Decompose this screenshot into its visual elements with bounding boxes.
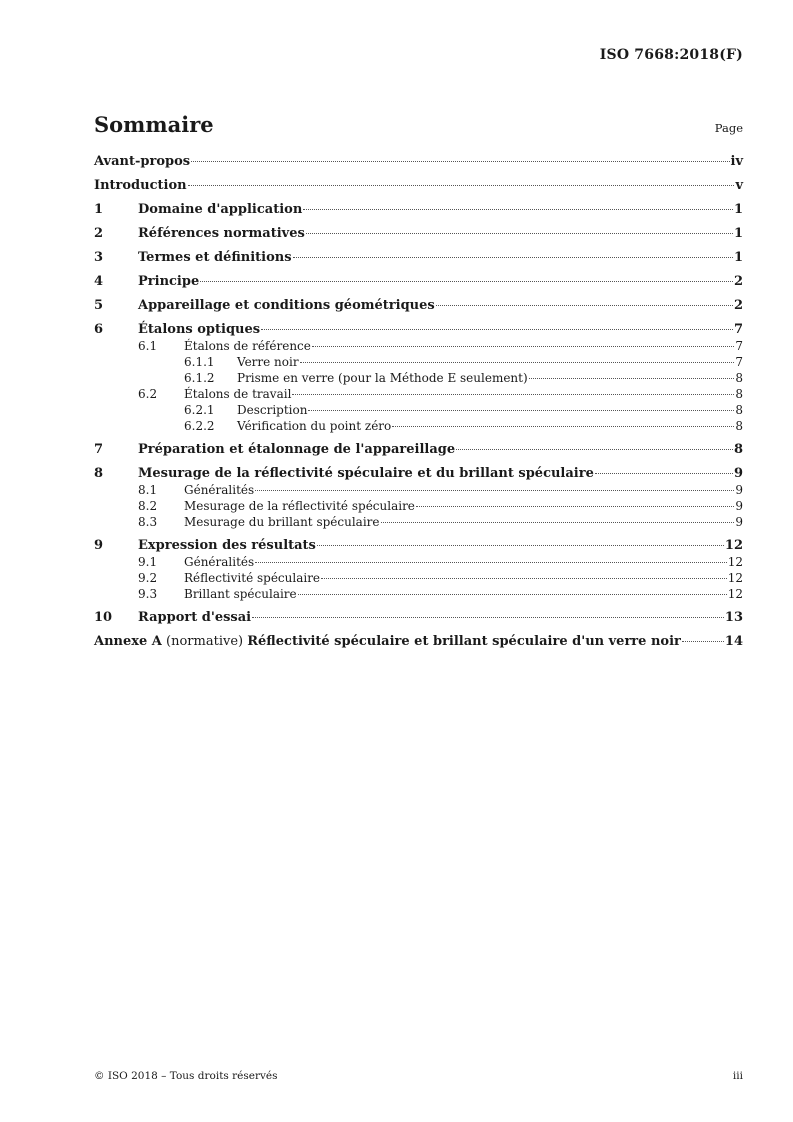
dot-leader: [303, 209, 733, 210]
toc-entry-number: 1: [94, 202, 104, 217]
toc-entry-title: Mesurage de la réflectivité spéculaire et du brillant spéculaire: [138, 466, 594, 481]
toc-entry-title: Références normatives: [138, 226, 305, 241]
toc-entry-title: Verre noir: [237, 355, 299, 369]
toc-entry[interactable]: [94, 570, 743, 586]
toc-entry-number: 8.3: [138, 515, 158, 529]
annex-qualifier: (normative): [161, 634, 248, 649]
dot-leader: [312, 346, 734, 347]
toc-entry-page: 7: [733, 322, 743, 337]
toc-entry[interactable]: [94, 338, 743, 354]
toc-entry-page: 8: [735, 387, 743, 401]
toc-entry[interactable]: [94, 418, 743, 434]
toc-entry-page: 2: [733, 298, 743, 313]
toc-entry[interactable]: [94, 402, 743, 418]
toc-entry[interactable]: [94, 514, 743, 530]
dot-leader: [306, 233, 733, 234]
toc-entry-title: Préparation et étalonnage de l'appareillage: [138, 442, 456, 457]
toc-entry[interactable]: [94, 498, 743, 514]
dot-leader: [191, 161, 729, 162]
toc-entry-title: Mesurage du brillant spéculaire: [184, 515, 380, 529]
dot-leader: [293, 257, 733, 258]
toc-entry[interactable]: [94, 298, 743, 314]
toc-entry-page: 9: [735, 499, 743, 513]
toc-entry-title: Étalons optiques: [138, 322, 261, 337]
annex-title: Réflectivité spéculaire et brillant spéculaire d'un verre noir: [247, 634, 681, 649]
toc-entry[interactable]: [94, 274, 743, 290]
toc-entry-title: Avant-propos: [94, 154, 191, 169]
toc-entry-number: 8.1: [138, 483, 158, 497]
toc-entry-page: 8: [735, 371, 743, 385]
toc-entry-number: 9: [94, 538, 104, 553]
toc-entry[interactable]: [94, 178, 743, 194]
toc-entry-number: 4: [94, 274, 104, 289]
toc-entry-number: 8.2: [138, 499, 158, 513]
dot-leader: [595, 473, 733, 474]
copyright-notice: © ISO 2018 – Tous droits réservés: [94, 1070, 278, 1082]
toc-entry[interactable]: [94, 354, 743, 370]
toc-entry[interactable]: [94, 322, 743, 338]
dot-leader: [436, 305, 733, 306]
toc-entry-title: Expression des résultats: [138, 538, 316, 553]
title-row: [94, 112, 743, 137]
table-of-contents: [94, 154, 743, 650]
toc-entry-number: 9.2: [138, 571, 158, 585]
toc-entry-page: iv: [730, 154, 743, 169]
toc-entry-title: Description: [237, 403, 308, 417]
toc-entry[interactable]: [94, 202, 743, 218]
toc-entry-number: 6.2.2: [184, 419, 215, 433]
dot-leader: [188, 185, 735, 186]
toc-entry-page: 1: [733, 202, 743, 217]
toc-entry-number: 2: [94, 226, 104, 241]
toc-entry[interactable]: [94, 610, 743, 626]
toc-entry-page: 8: [733, 442, 743, 457]
toc-entry-title: Prisme en verre (pour la Méthode E seulement): [237, 371, 528, 385]
toc-entry[interactable]: [94, 538, 743, 554]
toc-entry-title: Principe: [138, 274, 200, 289]
toc-entry-title: Vérification du point zéro: [237, 419, 392, 433]
dot-leader: [321, 578, 727, 579]
annex-label: Annexe A: [94, 634, 162, 649]
toc-entry-page: 1: [733, 226, 743, 241]
toc-entry-page: 13: [724, 610, 743, 625]
toc-entry-page: 12: [727, 571, 743, 585]
toc-entry-title: Généralités: [184, 555, 255, 569]
dot-leader: [416, 506, 734, 507]
toc-entry-page: 12: [724, 538, 743, 553]
dot-leader: [292, 394, 734, 395]
toc-entry-page: 7: [735, 355, 743, 369]
toc-entry-title: Introduction: [94, 178, 187, 193]
dot-leader: [200, 281, 733, 282]
toc-entry[interactable]: [94, 370, 743, 386]
toc-entry-number: 3: [94, 250, 104, 265]
toc-entry-page: 9: [733, 466, 743, 481]
toc-entry[interactable]: [94, 226, 743, 242]
toc-entry-number: 9.1: [138, 555, 158, 569]
toc-entry-title: Réflectivité spéculaire: [184, 571, 321, 585]
dot-leader: [381, 522, 735, 523]
toc-entry[interactable]: [94, 554, 743, 570]
page-title: Sommaire: [94, 112, 214, 137]
dot-leader: [255, 562, 727, 563]
toc-entry[interactable]: [94, 634, 743, 650]
toc-entry-page: 8: [735, 403, 743, 417]
footer-page-number: iii: [732, 1070, 743, 1082]
toc-entry-number: 6: [94, 322, 104, 337]
dot-leader: [261, 329, 733, 330]
dot-leader: [456, 449, 733, 450]
dot-leader: [308, 410, 734, 411]
toc-entry-page: 8: [735, 419, 743, 433]
toc-entry-page: 9: [735, 515, 743, 529]
toc-entry-page: 1: [733, 250, 743, 265]
toc-entry-number: 8: [94, 466, 104, 481]
toc-entry-title: Étalons de référence: [184, 339, 311, 353]
toc-entry[interactable]: [94, 482, 743, 498]
toc-entry-number: 9.3: [138, 587, 158, 601]
toc-entry-title: Brillant spéculaire: [184, 587, 297, 601]
toc-entry-number: 6.1: [138, 339, 158, 353]
toc-entry-title: Appareillage et conditions géométriques: [138, 298, 435, 313]
toc-entry-title: Mesurage de la réflectivité spéculaire: [184, 499, 415, 513]
running-header: ISO 7668:2018(F): [599, 47, 743, 63]
toc-entry-title: [94, 634, 681, 650]
toc-entry[interactable]: [94, 386, 743, 402]
toc-entry[interactable]: [94, 250, 743, 266]
dot-leader: [392, 426, 734, 427]
dot-leader: [529, 378, 735, 379]
page-column-label: Page: [714, 121, 743, 135]
dot-leader: [255, 490, 734, 491]
dot-leader: [298, 594, 727, 595]
toc-entry-page: 12: [727, 587, 743, 601]
toc-entry[interactable]: [94, 466, 743, 482]
toc-entry-page: v: [735, 178, 743, 193]
dot-leader: [682, 641, 724, 642]
toc-entry-number: 6.2: [138, 387, 158, 401]
toc-entry-title: Étalons de travail: [184, 387, 292, 401]
toc-entry[interactable]: [94, 442, 743, 458]
toc-entry-page: 9: [735, 483, 743, 497]
toc-entry-page: 14: [724, 634, 743, 649]
toc-entry[interactable]: [94, 154, 743, 170]
toc-entry-number: 6.2.1: [184, 403, 215, 417]
toc-entry-number: 5: [94, 298, 104, 313]
toc-entry-number: 6.1.2: [184, 371, 215, 385]
toc-entry-page: 12: [727, 555, 743, 569]
toc-entry-title: Domaine d'application: [138, 202, 303, 217]
toc-entry[interactable]: [94, 586, 743, 602]
toc-entry-title: Termes et définitions: [138, 250, 292, 265]
toc-entry-page: 7: [735, 339, 743, 353]
toc-entry-number: 7: [94, 442, 104, 457]
dot-leader: [252, 617, 724, 618]
toc-entry-page: 2: [733, 274, 743, 289]
dot-leader: [317, 545, 724, 546]
dot-leader: [300, 362, 735, 363]
toc-entry-title: Rapport d'essai: [138, 610, 252, 625]
toc-entry-number: 10: [94, 610, 113, 625]
toc-entry-title: Généralités: [184, 483, 255, 497]
page-footer: [94, 1070, 743, 1082]
toc-entry-number: 6.1.1: [184, 355, 215, 369]
